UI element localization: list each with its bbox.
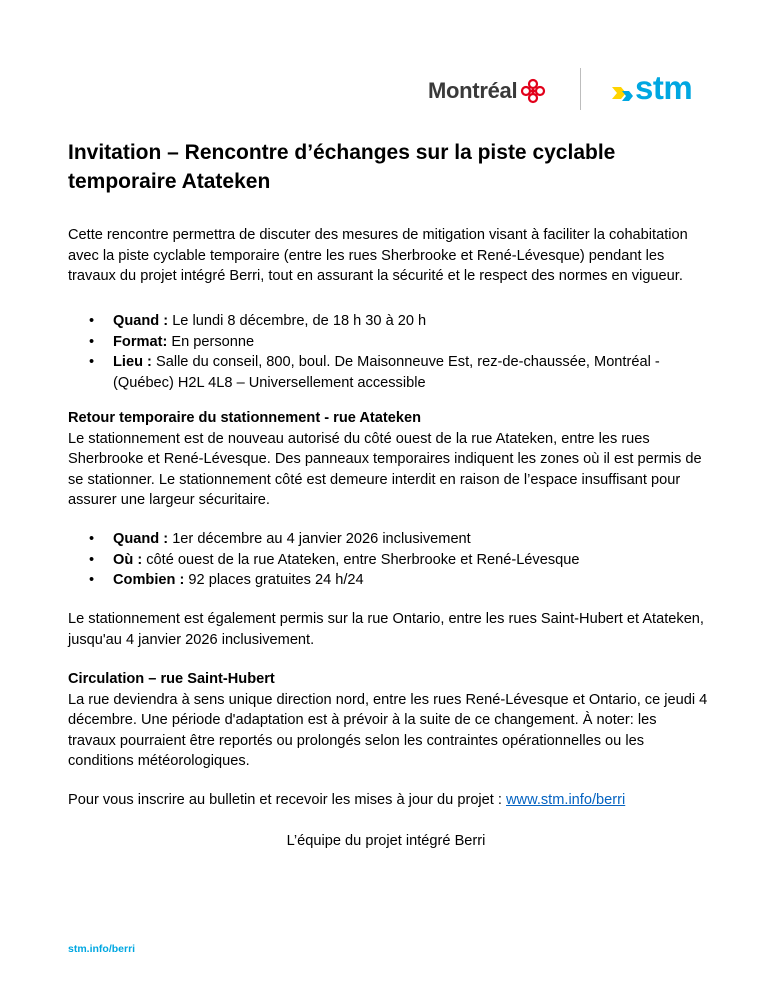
page-title: Invitation – Rencontre d’échanges sur la piste cyclable temporaire Atateken	[68, 141, 616, 193]
item-label: Quand :	[113, 313, 169, 329]
item-value: En personne	[167, 333, 255, 350]
header-logos	[428, 66, 698, 112]
circulation-section	[68, 669, 708, 772]
footer-url: stm.info/berri	[68, 943, 136, 955]
parking-section	[68, 408, 708, 511]
item-label: Quand :	[113, 531, 169, 547]
parking-body: Le stationnement est de nouveau autorisé du côté ouest de la rue Atateken, entre les rues Sherbrooke et René-Lévesque. Des panneaux temporaires indiquent les zones où il est permis de se stationner. Le stationnement côté est demeure interdit en raison de l’espace insuffisant pour assurer une largeur sécuritaire.	[68, 430, 702, 508]
logo-divider	[580, 68, 581, 110]
parking-details-list	[68, 529, 708, 591]
item-label: Lieu :	[113, 354, 152, 370]
newsletter-text: Pour vous inscrire au bulletin et recevoir les mises à jour du projet :	[68, 792, 507, 808]
list-item	[68, 311, 708, 332]
list-item	[68, 352, 708, 393]
stm-arrow-icon	[611, 84, 637, 106]
newsletter-paragraph	[68, 790, 708, 811]
signature: L’équipe du projet intégré Berri	[286, 833, 486, 849]
item-value: côté ouest de la rue Atateken, entre Sherbrooke et René-Lévesque	[142, 551, 580, 568]
stm-wordmark: stm	[635, 69, 693, 106]
item-label: Combien :	[113, 572, 185, 588]
stm-logo	[611, 70, 692, 106]
item-label: Format:	[113, 333, 168, 350]
item-value: Salle du conseil, 800, boul. De Maisonneuve Est, rez-de-chaussée, Montréal - (Québec) H2L 4L8 – Universellement accessible	[113, 354, 660, 391]
item-value: 1er décembre au 4 janvier 2026 inclusivement	[168, 531, 471, 547]
event-details-list	[68, 311, 708, 393]
item-value: 92 places gratuites 24 h/24	[184, 572, 364, 588]
montreal-wordmark: Montréal	[428, 78, 518, 103]
list-item	[68, 332, 708, 353]
item-label: Où :	[113, 551, 143, 568]
ontario-paragraph: Le stationnement est également permis sur la rue Ontario, entre les rues Saint-Hubert et Atateken, jusqu'au 4 janvier 2026 inclusivement.	[68, 611, 704, 648]
circulation-body: La rue deviendra à sens unique direction nord, entre les rues René-Lévesque et Ontario, ce jeudi 4 décembre. Une période d'adaptation est à prévoir à la suite de ce changement. À noter: les travaux pourraient être reportés ou prolongés selon les contraintes opérationnelles ou les conditions météorologiques.	[68, 691, 708, 769]
list-item	[68, 529, 708, 550]
newsletter-link[interactable]: www.stm.info/berri	[506, 792, 626, 808]
list-item	[68, 570, 708, 591]
item-value: Le lundi 8 décembre, de 18 h 30 à 20 h	[168, 313, 427, 329]
montreal-logo	[428, 78, 546, 104]
montreal-rosette-icon	[520, 78, 546, 104]
intro-paragraph: Cette rencontre permettra de discuter des mesures de mitigation visant à faciliter la cohabitation avec la piste cyclable temporaire (entre les rues Sherbrooke et René-Lévesque) pendant les travaux du projet intégré Berri, tout en assurant la sécurité et le respect des normes en vigueur.	[68, 227, 688, 284]
circulation-heading: Circulation – rue Saint-Hubert	[68, 671, 275, 687]
parking-heading: Retour temporaire du stationnement - rue Atateken	[68, 410, 422, 426]
list-item	[68, 550, 708, 571]
